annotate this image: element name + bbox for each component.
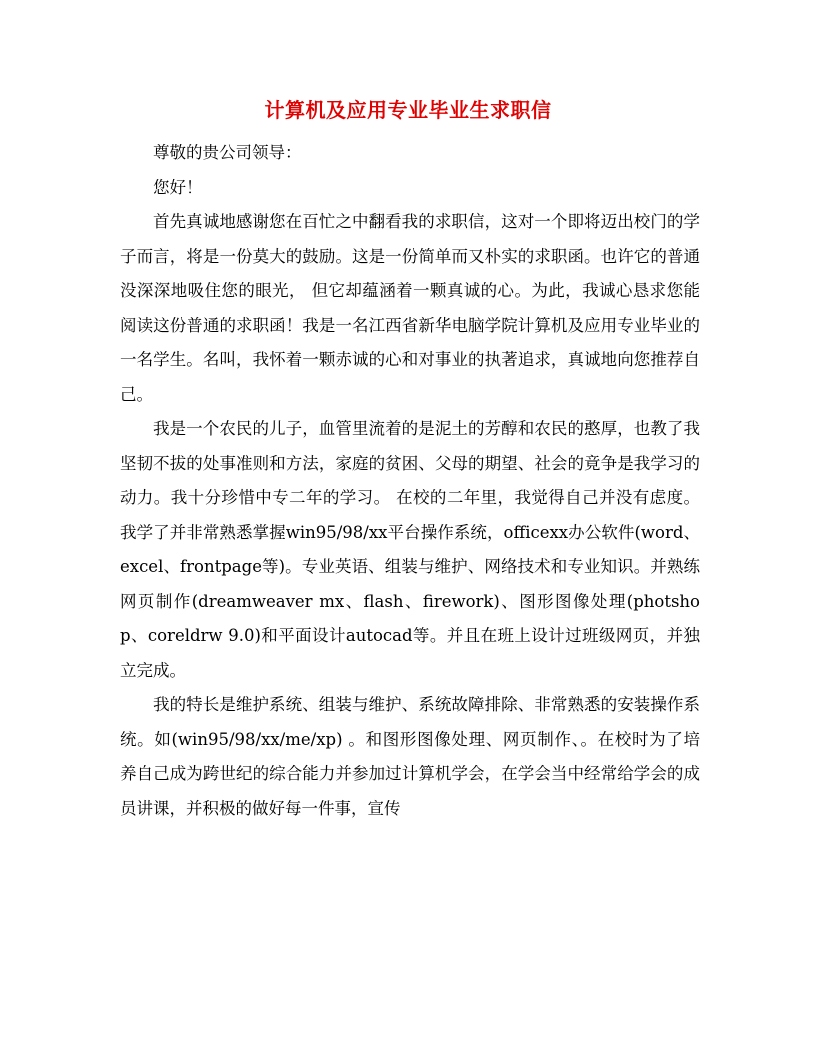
salutation: 尊敬的贵公司领导： bbox=[153, 143, 302, 162]
paragraph-intro: 首先真诚地感谢您在百忙之中翻看我的求职信，这对一个即将迈出校门的学子而言，将是一份莫大的鼓励。这是一份简单而又朴实的求职函。也许它的普通没深深地吸住您的眼光， 但它却蕴涵着一颗真诚的心。为此，我诚心恳求您能阅读这份普通的求职函！我是一名江西省新华电脑学院计算机及应用专业毕业的一名学生。名叫，我怀着一颗赤诚的心和对事业的执著追求，真诚地向您推荐自己。 bbox=[120, 212, 700, 404]
document-title: 计算机及应用专业毕业生求职信 bbox=[264, 98, 552, 122]
greeting: 您好！ bbox=[153, 177, 203, 197]
paragraph-background: 我是一个农民的儿子，血管里流着的是泥土的芳醇和农民的憨厚，也教了我坚韧不拔的处事准则和方法，家庭的贫困、父母的期望、社会的竟争是我学习的动力。我十分珍惜中专二年的学习。 在校的二年里，我觉得自己并没有虑度。我学了并非常熟悉掌握win95/98/xx平台操作系统，officexx办公软件(word、excel、frontpage等)。专业英语、组装与维护、网络技术和专业知识。并熟练网页制作(dreamweaver mx、flash、firework)、图形图像处理(photshop、coreldrw 9.0)和平面设计autocad等。并且在班上设计过班级网页，并独立完成。 bbox=[120, 419, 700, 680]
letter-body bbox=[120, 136, 700, 826]
paragraph-skills: 我的特长是维护系统、组装与维护、系统故障排除、非常熟悉的安装操作系统。如(win95/98/xx/me/xp) 。和图形图像处理、网页制作、。在校时为了培养自己成为跨世纪的综合能力并参加过计算机学会，在学会当中经常给学会的成员讲课，并积极的做好每一件事，宣传 bbox=[120, 695, 700, 818]
